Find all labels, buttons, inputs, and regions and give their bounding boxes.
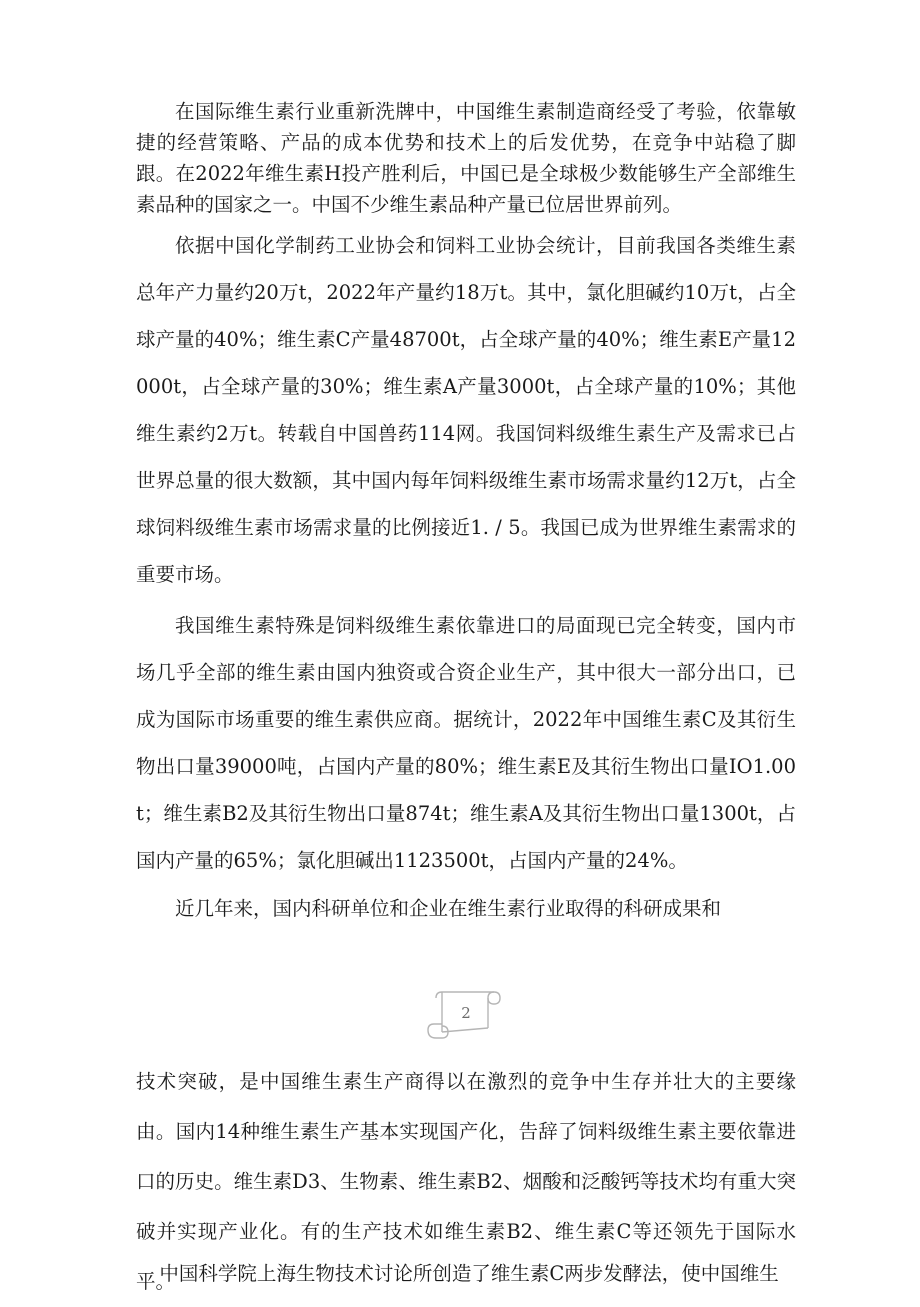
page-number-badge [418, 982, 506, 1046]
paragraph-production-statistics: 依据中国化学制药工业协会和饲料工业协会统计，目前我国各类维生素总年产力量约20万t，2022年产量约18万t。其中，氯化胆碱约10万t，占全球产量的40%；维生素C产量48700t，占全球产量的40%；维生素E产量12000t，占全球产量的30%；维生素A产量3000t，占全球产量的10%；其他维生素约2万t。转载自中国兽药114网。我国饲料级维生素生产及需求已占世界总量的很大数额，其中国内每年饲料级维生素市场需求量约12万t，占全球饲料级维生素市场需求量的比例接近1. / 5。我国已成为世界维生素需求的重要市场。 [136, 234, 796, 586]
paragraph-export-statistics: 我国维生素特殊是饲料级维生素依靠进口的局面现已完全转变，国内市场几乎全部的维生素由国内独资或合资企业生产，其中很大一部分出口，已成为国际市场重要的维生素供应商。据统计，2022年中国维生素C及其衍生物出口量39000吨，占国内产量的80%；维生素E及其衍生物出口量IO1.00t；维生素B2及其衍生物出口量874t；维生素A及其衍生物出口量1300t，占国内产量的65%；氯化胆碱出1123500t，占国内产量的24%。 [136, 614, 796, 872]
paragraph-shanghai-institute: 中国科学院上海生物技术讨论所创造了维生素C两步发酵法，使中国维生 [159, 1262, 779, 1285]
page-number: 2 [461, 1004, 471, 1022]
paragraph-tech-breakthrough: 技术突破，是中国维生素生产商得以在激烈的竞争中生存并壮大的主要缘由。国内14种维生素生产基本实现国产化，告辞了饲料级维生素主要依靠进口的历史。维生素D3、生物素、维生素B2、烟酸和泛酸钙等技术均有重大突破并实现产业化。有的生产技术如维生素B2、维生素C等还领先于国际水平。 [136, 1070, 796, 1293]
paragraph-industry-reshuffle: 在国际维生素行业重新洗牌中，中国维生素制造商经受了考验，依靠敏捷的经营策略、产品的成本优势和技术上的后发优势，在竞争中站稳了脚跟。在2022年维生素H投产胜利后，中国已是全球极少数能够生产全部维生素品种的国家之一。中国不少维生素品种产量已位居世界前列。 [136, 100, 796, 216]
paragraph-research-intro: 近几年来，国内科研单位和企业在维生素行业取得的科研成果和 [175, 897, 722, 920]
